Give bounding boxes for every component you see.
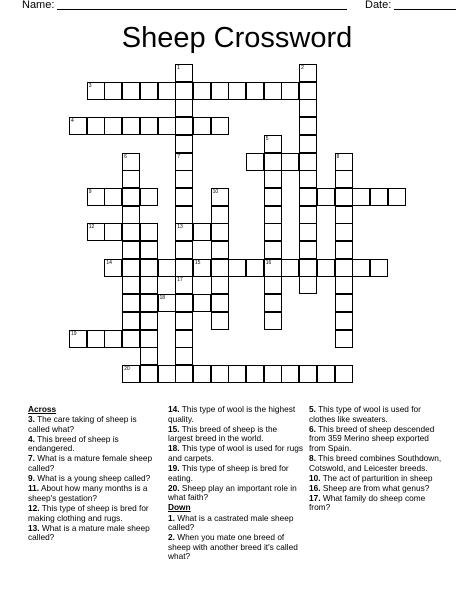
clue-item — [168, 405, 303, 424]
grid-cell[interactable] — [264, 188, 282, 206]
clue-text: What is a young sheep called? — [37, 473, 151, 484]
cell-number: 9 — [88, 188, 92, 195]
grid-cell[interactable] — [335, 259, 353, 277]
grid-cell[interactable] — [211, 206, 229, 224]
grid-cell[interactable] — [175, 241, 193, 259]
grid-cell[interactable] — [246, 365, 264, 383]
grid-cell[interactable] — [69, 117, 87, 135]
grid-cell[interactable] — [211, 223, 229, 241]
clue-item — [168, 425, 303, 444]
grid-cell[interactable] — [140, 117, 158, 135]
grid-cell[interactable] — [122, 188, 140, 206]
clue-item — [309, 405, 447, 424]
grid-cell[interactable] — [122, 259, 140, 277]
grid-cell[interactable] — [335, 223, 353, 241]
grid-cell[interactable] — [335, 241, 353, 259]
clue-number: 8. — [309, 452, 316, 463]
grid-cell[interactable] — [175, 206, 193, 224]
grid-cell[interactable] — [175, 276, 193, 294]
grid-cell[interactable] — [193, 117, 211, 135]
cell-number: 4 — [71, 118, 74, 125]
grid-cell[interactable] — [175, 294, 193, 312]
grid-cell[interactable] — [370, 188, 388, 206]
grid-cell[interactable] — [264, 276, 282, 294]
across-clues-list — [28, 415, 158, 543]
clue-number: 9. — [28, 473, 35, 484]
grid-cell[interactable] — [158, 82, 176, 100]
cell-number: 17 — [177, 277, 183, 284]
grid-cell[interactable] — [122, 82, 140, 100]
cell-number: 14 — [106, 259, 112, 266]
cell-number: 15 — [194, 259, 201, 266]
cell-number: 5 — [265, 135, 269, 142]
grid-cell[interactable] — [158, 117, 176, 135]
grid-cell[interactable] — [87, 223, 105, 241]
grid-cell[interactable] — [246, 259, 264, 277]
grid-cell[interactable] — [87, 82, 105, 100]
grid-cell[interactable] — [175, 312, 193, 330]
clue-text: Sheep are from what genus? — [322, 482, 430, 493]
grid-cell[interactable] — [140, 294, 158, 312]
grid-cell[interactable] — [228, 259, 246, 277]
grid-cell[interactable] — [264, 223, 282, 241]
grid-cell[interactable] — [104, 82, 122, 100]
clue-text: What is a mature female sheep called? — [28, 453, 153, 474]
cell-number: 18 — [159, 295, 166, 302]
grid-cell[interactable] — [175, 259, 193, 277]
clue-number: 15. — [168, 423, 180, 434]
clue-number: 17. — [309, 492, 321, 503]
clue-number: 3. — [28, 414, 35, 425]
cell-number: 10 — [212, 188, 219, 195]
grid-cell[interactable] — [388, 188, 406, 206]
grid-cell[interactable] — [140, 188, 158, 206]
grid-cell[interactable] — [122, 241, 140, 259]
clue-number: 12. — [28, 502, 40, 513]
grid-cell[interactable] — [175, 135, 193, 153]
grid-cell[interactable] — [158, 294, 176, 312]
grid-cell[interactable] — [299, 188, 317, 206]
clue-text: What is a mature male sheep called? — [28, 522, 150, 543]
clue-number: 5. — [309, 404, 316, 414]
clue-item — [28, 524, 158, 543]
down-heading: Down — [168, 502, 191, 513]
grid-cell[interactable] — [175, 99, 193, 117]
grid-cell[interactable] — [193, 223, 211, 241]
clue-text: This breed combines Southdown, Cotswold, and Leicester breeds. — [309, 452, 442, 473]
clue-text: About how many months is a sheep's gestation? — [28, 483, 148, 503]
clue-number: 1. — [168, 512, 175, 523]
grid-cell[interactable] — [264, 294, 282, 312]
grid-cell[interactable] — [87, 188, 105, 206]
clue-text: This breed of sheep is endangered. — [28, 433, 119, 454]
clue-item — [168, 514, 303, 533]
grid-cell[interactable] — [264, 153, 282, 171]
grid-cell[interactable] — [175, 82, 193, 100]
grid-cell[interactable] — [193, 365, 211, 383]
grid-cell[interactable] — [104, 188, 122, 206]
grid-cell[interactable] — [264, 241, 282, 259]
cell-number: 20 — [124, 365, 130, 372]
grid-cell[interactable] — [211, 365, 229, 383]
grid-cell[interactable] — [140, 330, 158, 348]
grid-cell[interactable] — [175, 347, 193, 365]
clue-text: When you mate one breed of sheep with another breed it's called what? — [168, 532, 298, 562]
clue-item — [28, 415, 158, 434]
clue-number: 11. — [28, 483, 40, 494]
date-label-text: Date: — [365, 0, 392, 11]
grid-cell[interactable] — [299, 241, 317, 259]
clue-item — [28, 504, 158, 523]
clue-number: 18. — [168, 443, 180, 454]
grid-cell[interactable] — [299, 206, 317, 224]
clue-text: This type of wool is used for rugs and carpets. — [168, 443, 303, 463]
clue-number: 7. — [28, 453, 35, 464]
grid-cell[interactable] — [175, 117, 193, 135]
clue-text: The act of parturition in sheep — [322, 472, 433, 483]
down-clues-list-cont — [309, 405, 447, 513]
clue-number: 20. — [168, 482, 180, 493]
grid-cell[interactable] — [299, 64, 317, 82]
grid-cell[interactable] — [228, 82, 246, 100]
clue-number: 14. — [168, 404, 180, 414]
grid-cell[interactable] — [140, 223, 158, 241]
grid-cell[interactable] — [317, 188, 335, 206]
grid-cell[interactable] — [299, 170, 317, 188]
grid-cell[interactable] — [140, 276, 158, 294]
grid-cell[interactable] — [211, 294, 229, 312]
clue-text: The care taking of sheep is called what? — [28, 414, 137, 434]
cell-number: 16 — [265, 259, 272, 266]
clue-number: 6. — [309, 423, 316, 434]
grid-cell[interactable] — [264, 259, 282, 277]
clue-number: 16. — [309, 482, 321, 493]
clue-item — [309, 425, 447, 454]
cell-number: 3 — [88, 82, 92, 89]
grid-cell[interactable] — [281, 153, 299, 171]
grid-cell[interactable] — [122, 223, 140, 241]
clue-item — [168, 444, 303, 463]
clues-column-3 — [309, 405, 447, 514]
grid-cell[interactable] — [264, 170, 282, 188]
clue-item — [28, 484, 158, 503]
across-clues-list-cont — [168, 405, 303, 503]
grid-cell[interactable] — [299, 153, 317, 171]
cell-number: 8 — [336, 153, 340, 160]
clue-number: 19. — [168, 463, 180, 474]
cell-number: 13 — [177, 224, 183, 231]
grid-cell[interactable] — [69, 330, 87, 348]
grid-cell[interactable] — [175, 223, 193, 241]
grid-cell[interactable] — [122, 365, 140, 383]
clue-text: This breed of sheep is the largest breed in the world. — [168, 423, 278, 444]
cell-number: 19 — [71, 330, 77, 337]
grid-cell[interactable] — [335, 153, 353, 171]
grid-cell[interactable] — [246, 153, 264, 171]
grid-cell[interactable] — [264, 206, 282, 224]
grid-cell[interactable] — [299, 223, 317, 241]
grid-cell[interactable] — [335, 170, 353, 188]
clue-text: This type of wool is used for clothes like sweaters. — [309, 404, 421, 424]
cell-number: 1 — [177, 65, 180, 71]
grid-cell[interactable] — [228, 365, 246, 383]
grid-cell[interactable] — [335, 365, 353, 383]
grid-cell[interactable] — [211, 188, 229, 206]
grid-cell[interactable] — [335, 188, 353, 206]
grid-cell[interactable] — [175, 64, 193, 82]
grid-cell[interactable] — [299, 82, 317, 100]
clue-text: This breed of sheep descended from 359 Merino sheep exported from Spain. — [309, 423, 435, 453]
clue-text: This type of wool is the highest quality. — [168, 404, 296, 424]
clue-item — [309, 494, 447, 513]
grid-cell[interactable] — [211, 117, 229, 135]
grid-cell[interactable] — [335, 206, 353, 224]
grid-cell[interactable] — [104, 259, 122, 277]
grid-cell[interactable] — [122, 330, 140, 348]
clue-text: This type of sheep is bred for making clothing and rugs. — [28, 502, 149, 523]
grid-cell[interactable] — [335, 330, 353, 348]
clue-text: What is a castrated male sheep called? — [168, 512, 294, 533]
grid-cell[interactable] — [104, 117, 122, 135]
grid-cell[interactable] — [211, 312, 229, 330]
clues-column-2 — [168, 405, 303, 563]
grid-cell[interactable] — [104, 223, 122, 241]
clue-number: 10. — [309, 472, 321, 483]
grid-cell[interactable] — [158, 365, 176, 383]
grid-cell[interactable] — [193, 294, 211, 312]
grid-cell[interactable] — [264, 135, 282, 153]
grid-cell[interactable] — [122, 153, 140, 171]
name-label-text: Name: — [22, 0, 55, 11]
down-clues-list — [168, 514, 303, 562]
grid-cell[interactable] — [281, 365, 299, 383]
grid-cell[interactable] — [317, 365, 335, 383]
grid-cell[interactable] — [264, 82, 282, 100]
grid-cell[interactable] — [299, 259, 317, 277]
grid-cell[interactable] — [122, 312, 140, 330]
grid-cell[interactable] — [158, 259, 176, 277]
grid-cell[interactable] — [140, 259, 158, 277]
grid-cell[interactable] — [246, 82, 264, 100]
grid-cell[interactable] — [140, 82, 158, 100]
grid-cell[interactable] — [87, 330, 105, 348]
clue-text: Sheep play an important role in what faith? — [168, 482, 297, 503]
grid-cell[interactable] — [140, 241, 158, 259]
grid-cell[interactable] — [193, 259, 211, 277]
clue-number: 13. — [28, 522, 40, 533]
grid-cell[interactable] — [175, 330, 193, 348]
grid-cell[interactable] — [335, 276, 353, 294]
clues-section — [0, 405, 474, 610]
cell-number: 12 — [88, 224, 95, 231]
across-heading: Across — [28, 404, 57, 414]
grid-cell[interactable] — [211, 241, 229, 259]
grid-cell[interactable] — [299, 365, 317, 383]
grid-cell[interactable] — [175, 170, 193, 188]
grid-cell[interactable] — [299, 276, 317, 294]
grid-cell[interactable] — [299, 99, 317, 117]
grid-cell[interactable] — [104, 330, 122, 348]
grid-cell[interactable] — [211, 259, 229, 277]
grid-cell[interactable] — [352, 259, 370, 277]
grid-cell[interactable] — [122, 170, 140, 188]
grid-cell[interactable] — [140, 312, 158, 330]
clue-item — [168, 464, 303, 483]
clue-item — [28, 454, 158, 473]
grid-cell[interactable] — [140, 365, 158, 383]
grid-cell[interactable] — [264, 365, 282, 383]
clue-item — [28, 435, 158, 454]
grid-cell[interactable] — [175, 365, 193, 383]
clue-item — [168, 484, 303, 503]
cell-number: 6 — [124, 153, 127, 160]
grid-cell[interactable] — [175, 153, 193, 171]
grid-cell[interactable] — [335, 294, 353, 312]
clue-number: 4. — [28, 433, 35, 444]
grid-cell[interactable] — [335, 312, 353, 330]
clue-text: This type of sheep is bred for eating. — [168, 463, 289, 483]
grid-cell[interactable] — [122, 206, 140, 224]
clue-number: 2. — [168, 532, 175, 543]
grid-cell[interactable] — [281, 259, 299, 277]
grid-cell[interactable] — [299, 117, 317, 135]
grid-cell[interactable] — [193, 82, 211, 100]
grid-cell[interactable] — [211, 276, 229, 294]
grid-cell[interactable] — [140, 347, 158, 365]
page-title: Sheep Crossword — [121, 22, 353, 54]
grid-cell[interactable] — [211, 82, 229, 100]
grid-cell[interactable] — [281, 82, 299, 100]
grid-cell[interactable] — [299, 135, 317, 153]
grid-cell[interactable] — [122, 117, 140, 135]
clue-item — [168, 533, 303, 562]
grid-cell[interactable] — [352, 188, 370, 206]
cell-number: 2 — [301, 65, 304, 71]
grid-cell[interactable] — [175, 188, 193, 206]
clue-text: What family do sheep come from? — [309, 492, 426, 513]
grid-cell[interactable] — [122, 276, 140, 294]
grid-cell[interactable] — [87, 117, 105, 135]
grid-cell[interactable] — [122, 294, 140, 312]
clues-column-1 — [28, 405, 158, 543]
grid-cell[interactable] — [370, 259, 388, 277]
cell-number: 7 — [177, 153, 180, 160]
grid-cell[interactable] — [264, 312, 282, 330]
clue-item — [309, 454, 447, 473]
grid-cell[interactable] — [317, 259, 335, 277]
